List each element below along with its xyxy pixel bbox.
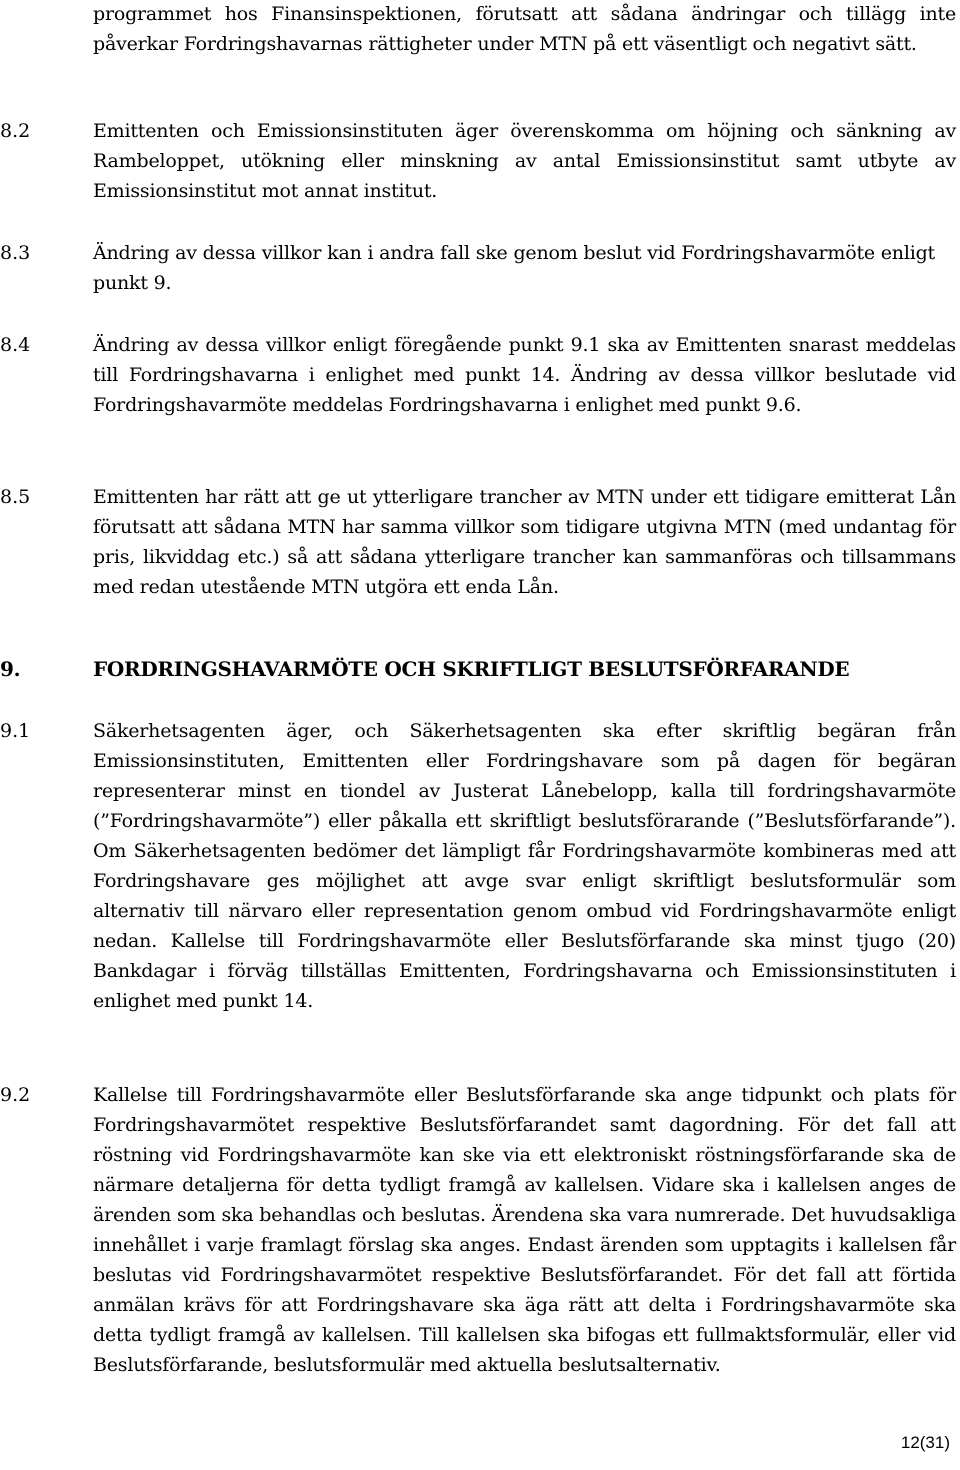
paragraph-number: 8.2 — [0, 120, 31, 142]
paragraph-text: Kallelse till Fordringshavarmöte eller Beslutsförfarande ska ange tidpunkt och plats för Fordringshavarmötet respektive Beslutsförfarandet samt dagordning. För det fall att röstning vid Fordringshavarmöte kan ske via ett elektroniskt röstningsförfarande ska de närmare detaljerna för detta tydligt framgå av kallelsen. Vidare ska i kallelsen anges de ärenden som ska behandlas och beslutas. Ärendena ska vara numrerade. Det huvudsakliga innehållet i varje framlagt förslag ska anges. Endast ärenden som upptagits i kallelsen får beslutas vid Fordringshavarmötet respektive Beslutsförfarandet. För det fall att förtida anmälan krävs för att Fordringshavare ska äga rätt att delta i Fordringshavarmöte ska detta tydligt framgå av kallelsen. Till kallelsen ska bifogas ett fullmaktsformulär, eller vid Beslutsförfarande, beslutsformulär med aktuella beslutsalternativ. — [93, 1084, 956, 1376]
paragraph-text: Ändring av dessa villkor kan i andra fall ske genom beslut vid Fordringshavarmöte enligt punkt 9. — [93, 242, 935, 294]
paragraph-number: 8.5 — [0, 486, 31, 508]
paragraph-number: 8.3 — [0, 242, 31, 264]
heading-text: FORDRINGSHAVARMÖTE OCH SKRIFTLIGT BESLUTSFÖRFARANDE — [93, 657, 850, 681]
paragraph-intro — [0, 0, 960, 59]
paragraph-9-1 — [0, 716, 960, 1016]
paragraph-8-5 — [0, 482, 960, 602]
paragraph-text: Emittenten och Emissionsinstituten äger överenskomma om höjning och sänkning av Rambeloppet, utökning eller minskning av antal Emissionsinstitut samt utbyte av Emissionsinstitut mot annat institut. — [93, 120, 956, 202]
paragraph-9-2 — [0, 1080, 960, 1380]
paragraph-number: 9.2 — [0, 1084, 31, 1106]
section-heading-9 — [0, 654, 960, 684]
heading-number: 9. — [0, 657, 21, 681]
paragraph-text: programmet hos Finansinspektionen, förutsatt att sådana ändringar och tillägg inte påverkar Fordringshavarnas rättigheter under MTN på ett väsentligt och negativt sätt. — [93, 3, 956, 55]
paragraph-8-2 — [0, 116, 960, 206]
paragraph-number: 9.1 — [0, 720, 31, 742]
paragraph-8-4 — [0, 330, 960, 420]
paragraph-8-3 — [0, 238, 960, 298]
paragraph-number: 8.4 — [0, 334, 31, 356]
paragraph-text: Emittenten har rätt att ge ut ytterligare trancher av MTN under ett tidigare emitterat Lån förutsatt att sådana MTN har samma villkor som tidigare utgivna MTN (med undantag för pris, likviddag etc.) så att sådana ytterligare trancher kan sammanföras och tillsammans med redan utestående MTN utgöra ett enda Lån. — [93, 486, 956, 598]
page-number: 12(31) — [900, 1433, 950, 1452]
paragraph-text: Säkerhetsagenten äger, och Säkerhetsagenten ska efter skriftlig begäran från Emissionsinstituten, Emittenten eller Fordringshavare som på dagen för begäran representerar minst en tiondel av Justerat Lånebelopp, kalla till fordringshavarmöte (”Fordringshavarmöte”) eller påkalla ett skriftligt beslutsförarande (”Beslutsförfarande”). Om Säkerhetsagenten bedömer det lämpligt får Fordringshavarmöte kombineras med att Fordringshavare ges möjlighet att avge svar enligt skriftligt beslutsformulär som alternativ till närvaro eller representation genom ombud vid Fordringshavarmöte enligt nedan. Kallelse till Fordringshavarmöte eller Beslutsförfarande ska minst tjugo (20) Bankdagar i förväg tillställas Emittenten, Fordringshavarna och Emissionsinstituten i enlighet med punkt 14. — [93, 720, 956, 1012]
paragraph-text: Ändring av dessa villkor enligt föregående punkt 9.1 ska av Emittenten snarast meddelas till Fordringshavarna i enlighet med punkt 14. Ändring av dessa villkor beslutade vid Fordringshavarmöte meddelas Fordringshavarna i enlighet med punkt 9.6. — [93, 334, 956, 416]
